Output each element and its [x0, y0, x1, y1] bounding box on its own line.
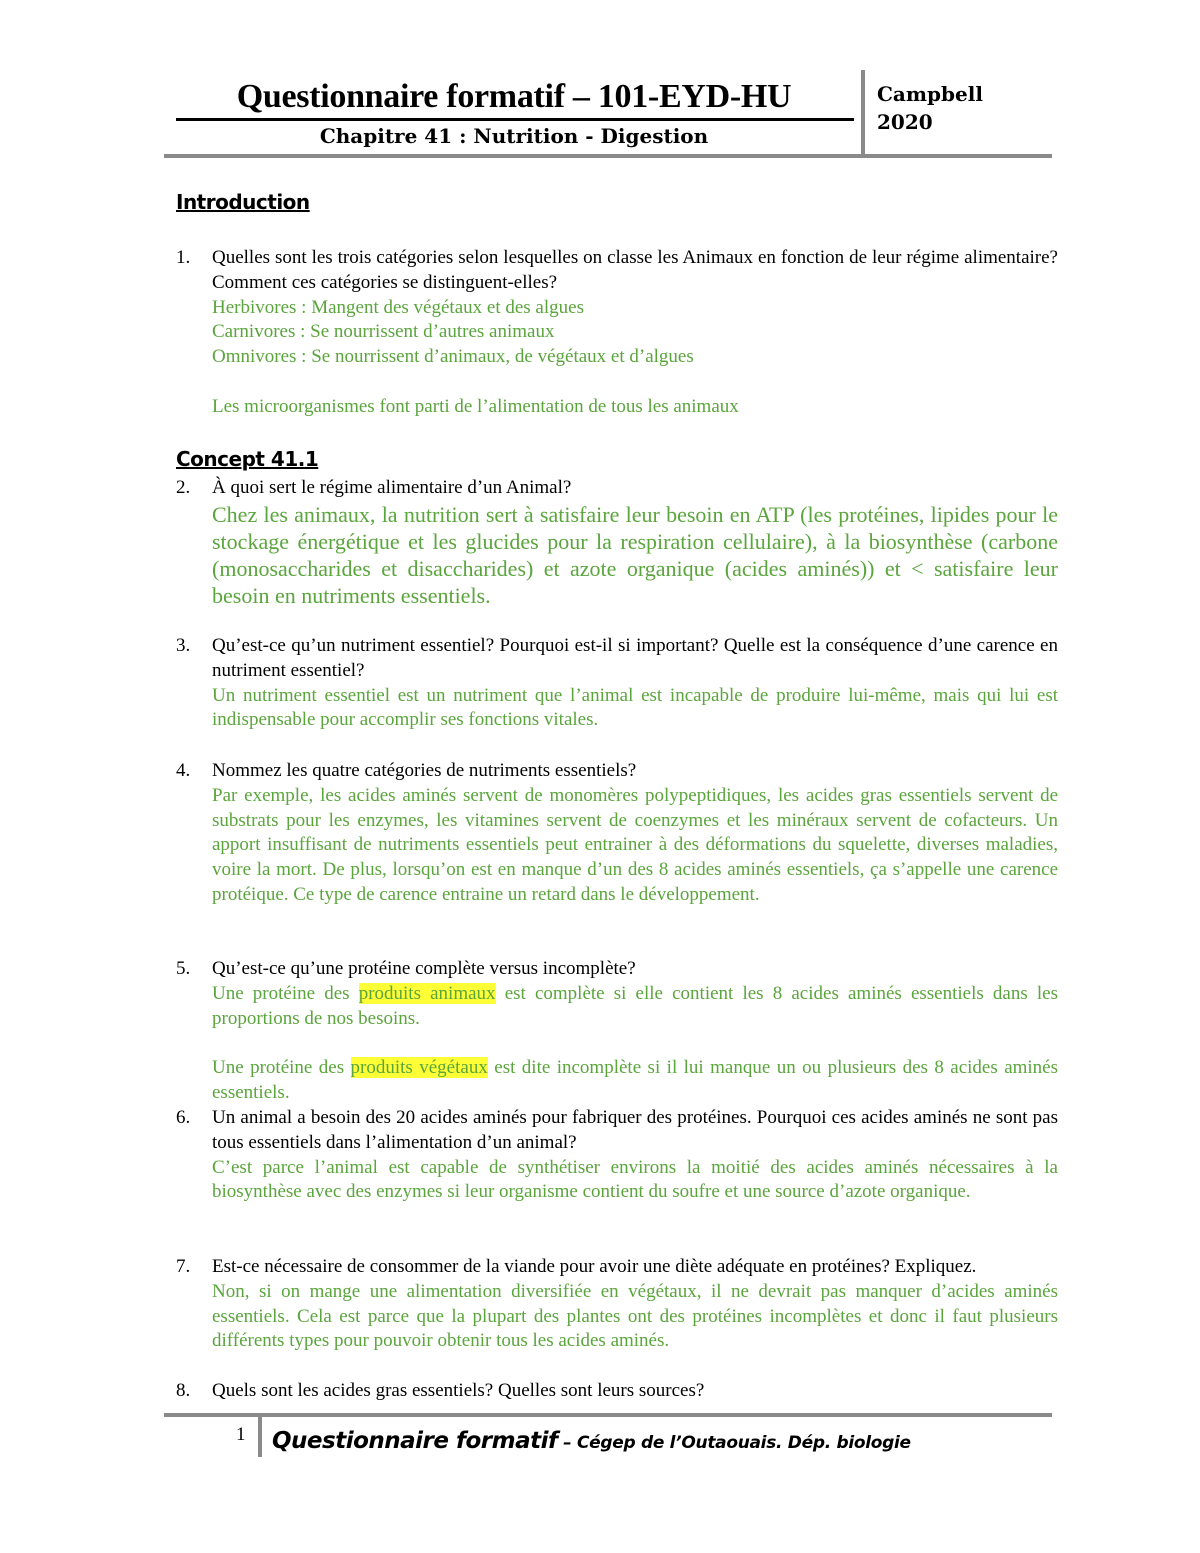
- answer-text: Une protéine des produits végétaux est dite incomplète si il lui manque un ou plusieurs des 8 acides aminés essentiels.: [212, 1057, 1059, 1103]
- answer-line: Carnivores : Se nourrissent d’autres animaux: [212, 321, 555, 343]
- question-text: Quelles sont les trois catégories selon lesquelles on classe les Animaux en fonction de leur régime alimentaire? Comment ces catégories se distinguent-elles?: [212, 247, 1058, 293]
- document-title: Questionnaire formatif – 101-EYD-HU: [236, 78, 792, 115]
- question-8: [176, 1379, 1058, 1404]
- footer-text: [272, 1428, 911, 1454]
- question-text: À quoi sert le régime alimentaire d’un Animal?: [212, 477, 572, 498]
- question-6: [176, 1106, 1058, 1205]
- section-introduction: Introduction: [176, 190, 310, 214]
- question-number: 1.: [176, 247, 191, 268]
- footer-rule: [164, 1413, 1052, 1417]
- book-name: Campbell: [877, 82, 983, 106]
- question-text: Nommez les quatre catégories de nutriments essentiels?: [212, 760, 637, 781]
- answer-text: Un nutriment essentiel est un nutriment que l’animal est incapable de produire lui-même, mais qui lui est indispensable pour accomplir ses fonctions vitales.: [212, 684, 1058, 731]
- question-number: 7.: [176, 1256, 191, 1277]
- header-reference: [877, 80, 983, 136]
- question-7: [176, 1255, 1058, 1354]
- question-number: 8.: [176, 1380, 191, 1401]
- question-text: Un animal a besoin des 20 acides aminés pour fabriquer des protéines. Pourquoi ces acides aminés ne sont pas tous essentiels dans l’alimentation d’un animal?: [212, 1107, 1058, 1153]
- answer-line: Herbivores : Mangent des végétaux et des algues: [212, 296, 584, 318]
- footer-institution: – Cégep de l’Outaouais. Dép. biologie: [557, 1433, 911, 1453]
- answer-text: Chez les animaux, la nutrition sert à satisfaire leur besoin en ATP (les protéines, lipides pour le stockage énergétique et les glucides pour la respiration cellulaire), à la biosynthèse (carbone (monosaccharides et disaccharides) et azote organique (acides aminés)) et < satisfaire leur besoin en nutriments essentiels.: [212, 501, 1058, 608]
- question-number: 6.: [176, 1107, 191, 1128]
- answer-line: Les microorganismes font parti de l’alimentation de tous les animaux: [212, 395, 739, 417]
- answer-text: Une protéine des produits animaux est complète si elle contient les 8 acides aminés essentiels dans les proportions de nos besoins.: [212, 982, 1059, 1029]
- question-text: Quels sont les acides gras essentiels? Quelles sont leurs sources?: [212, 1380, 705, 1401]
- question-5: [176, 957, 1058, 1106]
- header-divider: [861, 70, 865, 158]
- question-number: 2.: [176, 477, 191, 498]
- highlight: produits animaux: [358, 982, 496, 1004]
- question-4: [176, 759, 1058, 908]
- question-3: [176, 634, 1058, 733]
- question-number: 5.: [176, 958, 191, 979]
- section-concept: Concept 41.1: [176, 447, 319, 471]
- question-text: Qu’est-ce qu’un nutriment essentiel? Pourquoi est-il si important? Quelle est la conséquence d’une carence en nutriment essentiel?: [212, 635, 1058, 681]
- footer-divider: [258, 1417, 262, 1457]
- answer-line: Omnivores : Se nourrissent d’animaux, de végétaux et d’algues: [212, 346, 694, 368]
- page-number: 1: [236, 1424, 246, 1445]
- header-rule: [164, 154, 1052, 158]
- book-year: 2020: [877, 110, 933, 134]
- question-number: 3.: [176, 635, 191, 656]
- question-text: Qu’est-ce qu’une protéine complète versus incomplète?: [212, 958, 636, 979]
- answer-text: Non, si on mange une alimentation diversifiée en végétaux, il ne devrait pas manquer d’acides aminés essentiels. Cela est parce que la plupart des plantes ont des protéines incomplètes et donc il faut plusieurs différents types pour pouvoir obtenir tous les acides aminés.: [212, 1280, 1058, 1352]
- question-text: Est-ce nécessaire de consommer de la viande pour avoir une diète adéquate en protéines? Expliquez.: [212, 1256, 977, 1277]
- question-2: [176, 476, 1058, 609]
- footer-title: Questionnaire formatif: [272, 1428, 558, 1454]
- question-number: 4.: [176, 760, 191, 781]
- answer-text: C’est parce l’animal est capable de synthétiser environs la moitié des acides aminés nécessaires à la biosynthèse avec des enzymes si leur organisme contient du soufre et une source d’azote organique.: [212, 1156, 1058, 1203]
- answer-text: Par exemple, les acides aminés servent de monomères polypeptidiques, les acides gras essentiels servent de substrats pour les enzymes, les vitamines servent de coenzymes et les minéraux servent de cofacteurs. Un apport insuffisant de nutriments essentiels peut entrainer à des déformations du squelette, diverses maladies, voire la mort. De plus, lorsqu’on est en manque d’un des 8 acides aminés essentiels, ça s’appelle une carence protéique. Ce type de carence entraine un retard dans le développement.: [212, 784, 1058, 905]
- question-1: [176, 246, 1058, 420]
- highlight: produits végétaux: [350, 1057, 488, 1079]
- chapter-subtitle: Chapitre 41 : Nutrition - Digestion: [319, 124, 709, 148]
- title-underline: [176, 118, 854, 121]
